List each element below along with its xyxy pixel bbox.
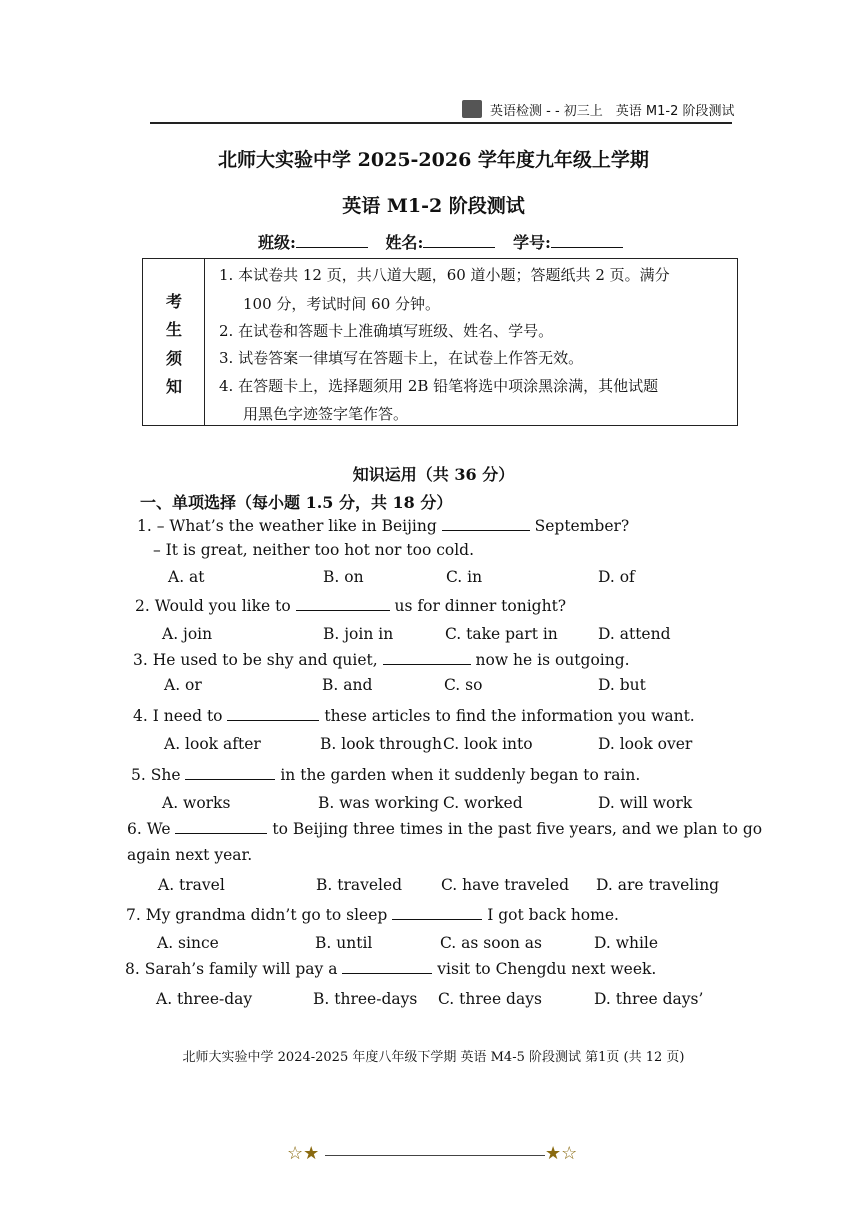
option-d: D. of <box>598 568 635 586</box>
option-c: C. take part in <box>445 625 558 643</box>
id-blank <box>551 233 623 248</box>
answer-blank <box>392 905 482 920</box>
class-label: 班级: <box>258 233 296 252</box>
question-4: 4. I need to these articles to find the information you want. <box>133 707 695 725</box>
question-6-line2: again next year. <box>127 846 253 864</box>
option-c: C. as soon as <box>440 934 543 952</box>
notice-line: 2. 在试卷和答题卡上准确填写班级、姓名、学号。 <box>219 322 554 340</box>
option-d: D. look over <box>598 735 693 753</box>
option-a: A. look after <box>164 735 261 753</box>
decorative-divider <box>325 1155 545 1156</box>
option-c: C. so <box>444 676 483 694</box>
option-b: B. was working <box>318 794 439 812</box>
answer-blank <box>175 819 267 834</box>
notice-char: 考 <box>165 292 182 311</box>
option-c: C. look into <box>443 735 533 753</box>
option-a: A. three-day <box>156 990 253 1008</box>
section-one-heading: 一、单项选择（每小题 1.5 分，共 18 分） <box>140 493 453 512</box>
option-c: C. in <box>446 568 483 586</box>
answer-blank <box>342 959 432 974</box>
answer-blank <box>442 516 530 531</box>
exam-title: 北师大实验中学 2025-2026 学年度九年级上学期 <box>218 149 649 171</box>
question-5: 5. She in the garden when it suddenly began to rain. <box>131 766 641 784</box>
answer-blank <box>185 765 275 780</box>
school-logo-icon <box>462 100 482 118</box>
section-heading: 知识运用（共 36 分） <box>352 465 515 484</box>
option-b: B. traveled <box>316 876 403 894</box>
option-c: C. three days <box>438 990 542 1008</box>
option-b: B. join in <box>323 625 394 643</box>
question-3: 3. He used to be shy and quiet, now he is outgoing. <box>133 651 630 669</box>
exam-notice-box <box>142 258 738 426</box>
stars-right-icon: ★☆ <box>545 1143 578 1164</box>
notice-char: 知 <box>165 377 182 396</box>
notice-line: 4. 在答题卡上，选择题须用 2B 铅笔将选中项涂黑涂满，其他试题 <box>219 377 659 395</box>
option-b: B. and <box>322 676 373 694</box>
option-a: A. since <box>157 934 219 952</box>
option-a: A. at <box>168 568 205 586</box>
option-a: A. join <box>162 625 213 643</box>
option-a: A. works <box>162 794 231 812</box>
option-d: D. but <box>598 676 646 694</box>
class-blank <box>296 233 368 248</box>
question-1-line2: – It is great, neither too hot nor too cold. <box>153 541 475 559</box>
student-info-fields <box>258 230 635 253</box>
option-d: D. attend <box>598 625 671 643</box>
notice-char: 生 <box>165 320 182 339</box>
exam-subtitle: 英语 M1-2 阶段测试 <box>342 195 525 217</box>
option-b: B. until <box>315 934 373 952</box>
notice-line: 3. 试卷答案一律填写在答题卡上，在试卷上作答无效。 <box>219 349 584 367</box>
option-c: C. worked <box>443 794 523 812</box>
notice-line: 用黑色字迹签字笔作答。 <box>243 405 409 423</box>
option-b: B. look through <box>320 735 443 753</box>
question-6: 6. We to Beijing three times in the past five years, and we plan to go <box>127 820 763 838</box>
answer-blank <box>227 706 319 721</box>
answer-blank <box>383 650 471 665</box>
stars-left-icon: ☆★ <box>287 1143 320 1164</box>
notice-line: 100 分，考试时间 60 分钟。 <box>243 295 441 313</box>
notice-char: 须 <box>165 349 182 368</box>
question-1: 1. – What’s the weather like in Beijing September? <box>137 517 630 535</box>
question-2: 2. Would you like to us for dinner tonight? <box>135 597 567 615</box>
page-footer: 北师大实验中学 2024-2025 年度八年级下学期 英语 M4-5 阶段测试 第1页 (共 12 页) <box>182 1050 685 1065</box>
option-c: C. have traveled <box>441 876 570 894</box>
name-label: 姓名: <box>385 233 424 252</box>
option-d: D. are traveling <box>596 876 720 894</box>
option-d: D. while <box>594 934 659 952</box>
question-8: 8. Sarah’s family will pay a visit to Chengdu next week. <box>125 960 657 978</box>
option-b: B. three-days <box>313 990 418 1008</box>
id-label: 学号: <box>513 233 551 252</box>
option-d: D. three days’ <box>594 990 704 1008</box>
answer-blank <box>296 596 390 611</box>
question-7: 7. My grandma didn’t go to sleep I got back home. <box>126 906 619 924</box>
option-a: A. travel <box>158 876 225 894</box>
option-a: A. or <box>164 676 202 694</box>
header-text: 英语检测 - - 初三上 英语 M1-2 阶段测试 <box>490 104 735 119</box>
name-blank <box>423 233 495 248</box>
notice-line: 1. 本试卷共 12 页，共八道大题，60 道小题；答题纸共 2 页。满分 <box>219 266 670 284</box>
notice-side-column <box>143 259 205 425</box>
option-d: D. will work <box>598 794 693 812</box>
option-b: B. on <box>323 568 364 586</box>
